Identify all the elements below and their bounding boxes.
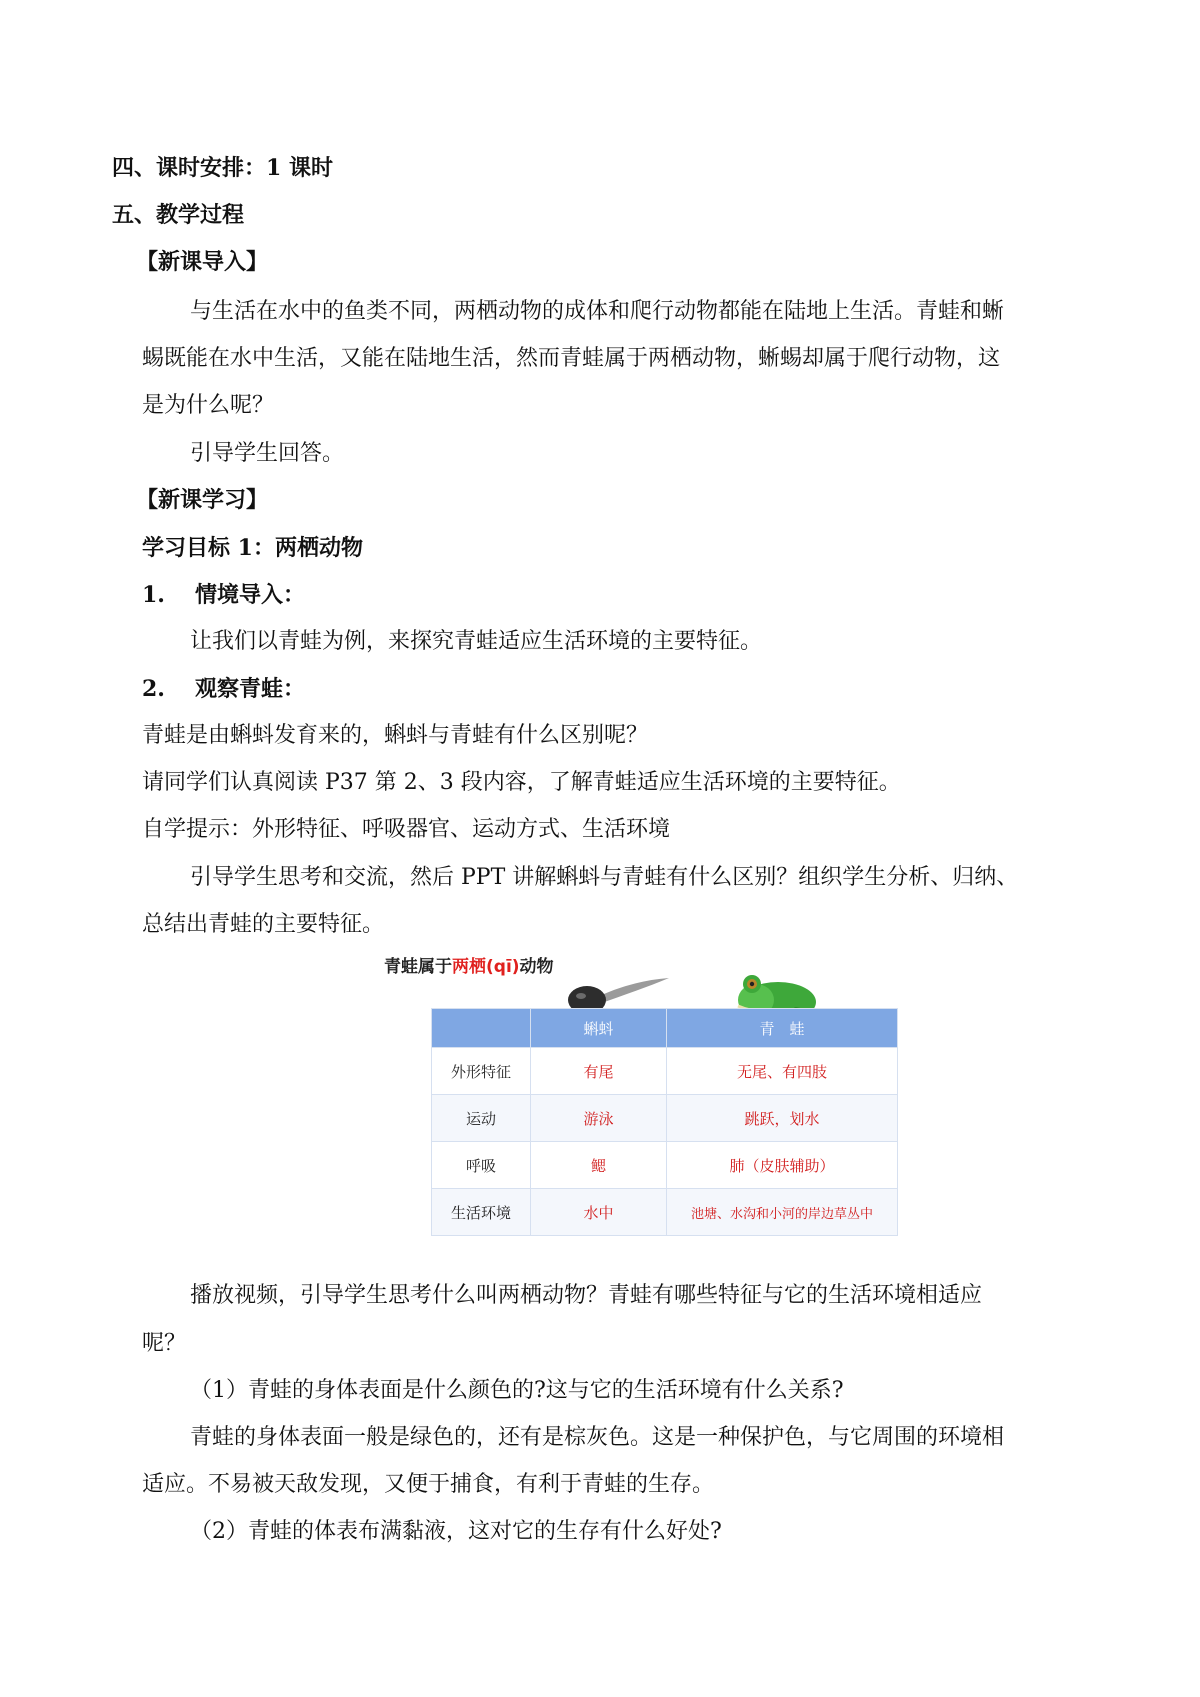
paragraph-line: 总结出青蛙的主要特征。 [142, 912, 385, 937]
paragraph-line: 自学提示：外形特征、呼吸器官、运动方式、生活环境 [142, 817, 671, 842]
table-row [432, 1048, 898, 1095]
paragraph-line: 与生活在水中的鱼类不同，两栖动物的成体和爬行动物都能在陆地上生活。青蛙和蜥 [190, 299, 1005, 324]
paragraph-line: 青蛙的身体表面一般是绿色的，还有是棕灰色。这是一种保护色，与它周围的环境相 [190, 1425, 1005, 1450]
row-label: 外形特征 [432, 1048, 531, 1095]
paragraph-line: 青蛙是由蝌蚪发育来的，蝌蚪与青蛙有什么区别呢？ [142, 723, 649, 748]
list-item-title: 观察青蛙： [195, 676, 306, 702]
paragraph-line: 让我们以青蛙为例，来探究青蛙适应生活环境的主要特征。 [190, 629, 763, 654]
table-row [432, 1095, 898, 1142]
paragraph-line: 请同学们认真阅读 P37 第 2、3 段内容，了解青蛙适应生活环境的主要特征。 [142, 770, 901, 795]
row-label: 运动 [432, 1095, 531, 1142]
row-label: 生活环境 [432, 1189, 531, 1236]
header-cell: 蝌蚪 [531, 1009, 667, 1048]
list-number: 2. [142, 676, 165, 702]
paragraph-line: 引导学生思考和交流，然后 PPT 讲解蝌蚪与青蛙有什么区别？组织学生分析、归纳、 [190, 865, 1019, 890]
table-row [432, 1142, 898, 1189]
row-label: 呼吸 [432, 1142, 531, 1189]
tadpole-cell: 有尾 [531, 1048, 667, 1095]
header-cell: 青 蛙 [667, 1009, 898, 1048]
section-heading-process: 五、教学过程 [112, 202, 245, 228]
frog-cell: 跳跃，划水 [667, 1095, 898, 1142]
paragraph-line: 播放视频，引导学生思考什么叫两栖动物？青蛙有哪些特征与它的生活环境相适应 [190, 1283, 983, 1308]
list-item-title: 情境导入： [195, 582, 306, 608]
question-line: （1）青蛙的身体表面是什么颜色的?这与它的生活环境有什么关系? [190, 1378, 844, 1403]
list-number: 1. [142, 582, 165, 608]
learning-goal: 学习目标 1：两栖动物 [142, 535, 363, 561]
comparison-figure [376, 950, 916, 1250]
frog-cell: 无尾、有四肢 [667, 1048, 898, 1095]
paragraph-line: 蜴既能在水中生活，又能在陆地生活，然而青蛙属于两栖动物，蜥蜴却属于爬行动物，这 [142, 346, 1001, 371]
frog-cell: 肺（皮肤辅助） [667, 1142, 898, 1189]
table-row [432, 1189, 898, 1236]
subheading-study: 【新课学习】 [136, 487, 269, 513]
paragraph-line: 呢？ [142, 1331, 187, 1356]
paragraph-line: 是为什么呢？ [142, 393, 275, 418]
tadpole-cell: 游泳 [531, 1095, 667, 1142]
paragraph-line: 适应。不易被天敌发现，又便于捕食，有利于青蛙的生存。 [142, 1472, 715, 1497]
frog-cell: 池塘、水沟和小河的岸边草丛中 [667, 1189, 898, 1236]
comparison-table [431, 1008, 898, 1236]
tadpole-cell: 水中 [531, 1189, 667, 1236]
header-cell [432, 1009, 531, 1048]
tadpole-cell: 鳃 [531, 1142, 667, 1189]
subheading-intro: 【新课导入】 [136, 249, 269, 275]
paragraph-line: 引导学生回答。 [190, 441, 345, 466]
table-header-row [432, 1009, 898, 1048]
figure-title: 青蛙属于两栖(qī)动物 [384, 957, 554, 977]
question-line: （2）青蛙的体表布满黏液，这对它的生存有什么好处? [190, 1519, 722, 1544]
section-heading-schedule: 四、课时安排：1 课时 [112, 155, 333, 181]
